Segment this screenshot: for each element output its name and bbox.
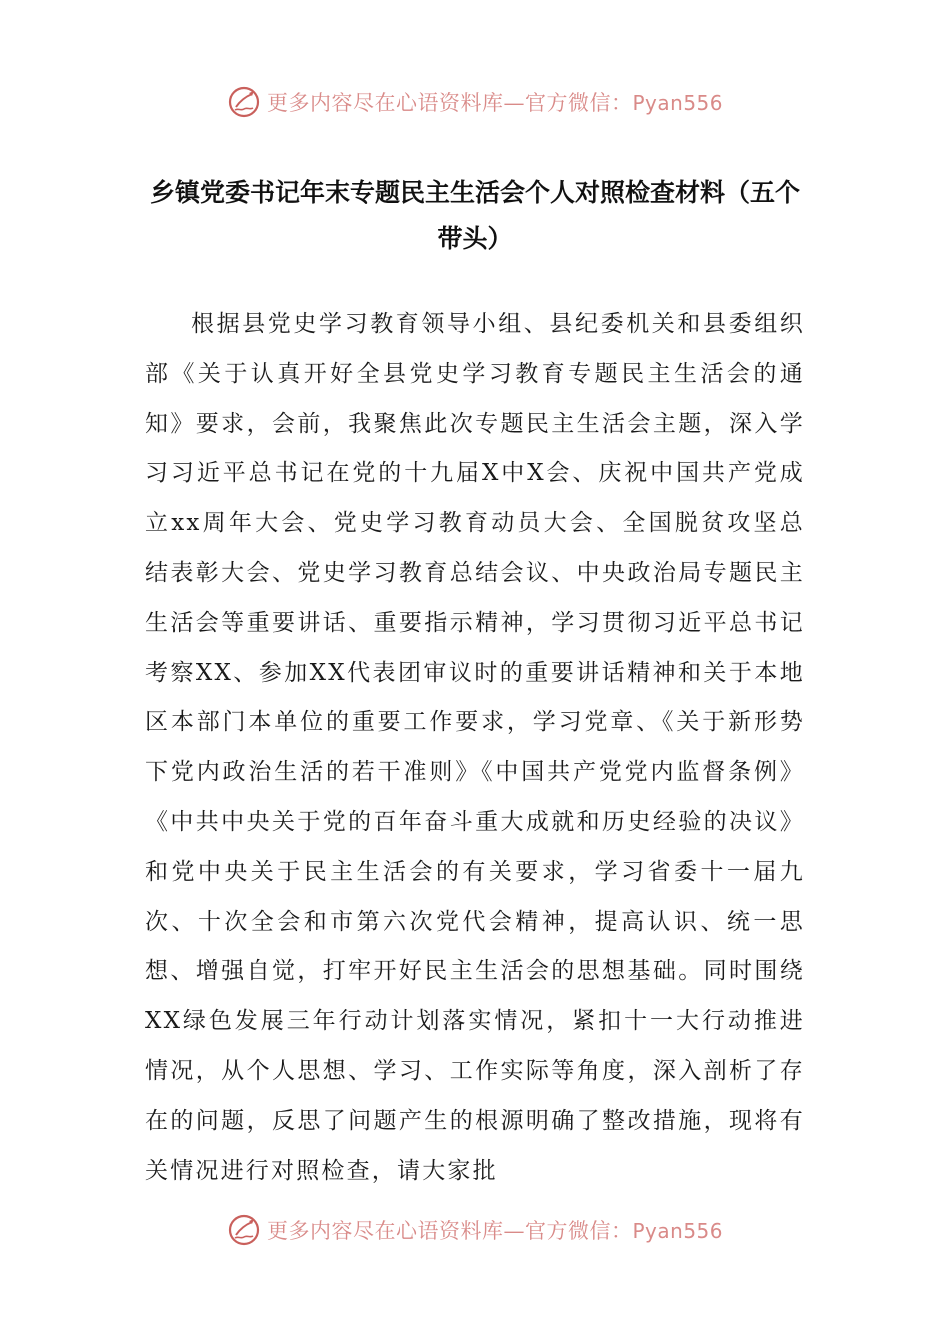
watermark-wechat-id: Pyan556 xyxy=(632,91,723,115)
footer-watermark xyxy=(0,1210,950,1250)
pen-signature-logo-icon xyxy=(227,85,261,119)
watermark-label: 更多内容尽在心语资料库—官方微信： xyxy=(266,1219,633,1243)
document-title: 乡镇党委书记年末专题民主生活会个人对照检查材料（五个带头） xyxy=(149,178,800,253)
document-paragraph: 根据县党史学习教育领导小组、县纪委机关和县委组织部《关于认真开好全县党史学习教育专题民主生活会的通知》要求，会前，我聚焦此次专题民主生活会主题，深入学习习近平总书记在党的十九届X中X会、庆祝中国共产党成立xx周年大会、党史学习教育动员大会、全国脱贫攻坚总结表彰大会、党史学习教育总结会议、中央政治局专题民主生活会等重要讲话、重要指示精神，学习贯彻习近平总书记考察XX、参加XX代表团审议时的重要讲话精神和关于本地区本部门本单位的重要工作要求，学习党章、《关于新形势下党内政治生活的若干准则》《中国共产党党内监督条例》《中共中央关于党的百年奋斗重大成就和历史经验的决议》和党中央关于民主生活会的有关要求，学习省委十一届九次、十次全会和市第六次党代会精神，提高认识、统一思想、增强自觉，打牢开好民主生活会的思想基础。同时围绕XX绿色发展三年行动计划落实情况，紧扣十一大行动推进情况，从个人思想、学习、工作实际等角度，深入剖析了存在的问题，反思了问题产生的根源明确了整改措施，现将有关情况进行对照检查，请大家批 xyxy=(145,311,805,1184)
watermark-group xyxy=(227,1213,723,1247)
watermark-text xyxy=(267,87,723,117)
pen-signature-logo-icon xyxy=(227,1213,261,1247)
watermark-text xyxy=(267,1215,723,1245)
watermark-group xyxy=(227,85,723,119)
watermark-label: 更多内容尽在心语资料库—官方微信： xyxy=(266,91,633,115)
header-watermark xyxy=(0,82,950,122)
watermark-wechat-id: Pyan556 xyxy=(632,1219,723,1243)
